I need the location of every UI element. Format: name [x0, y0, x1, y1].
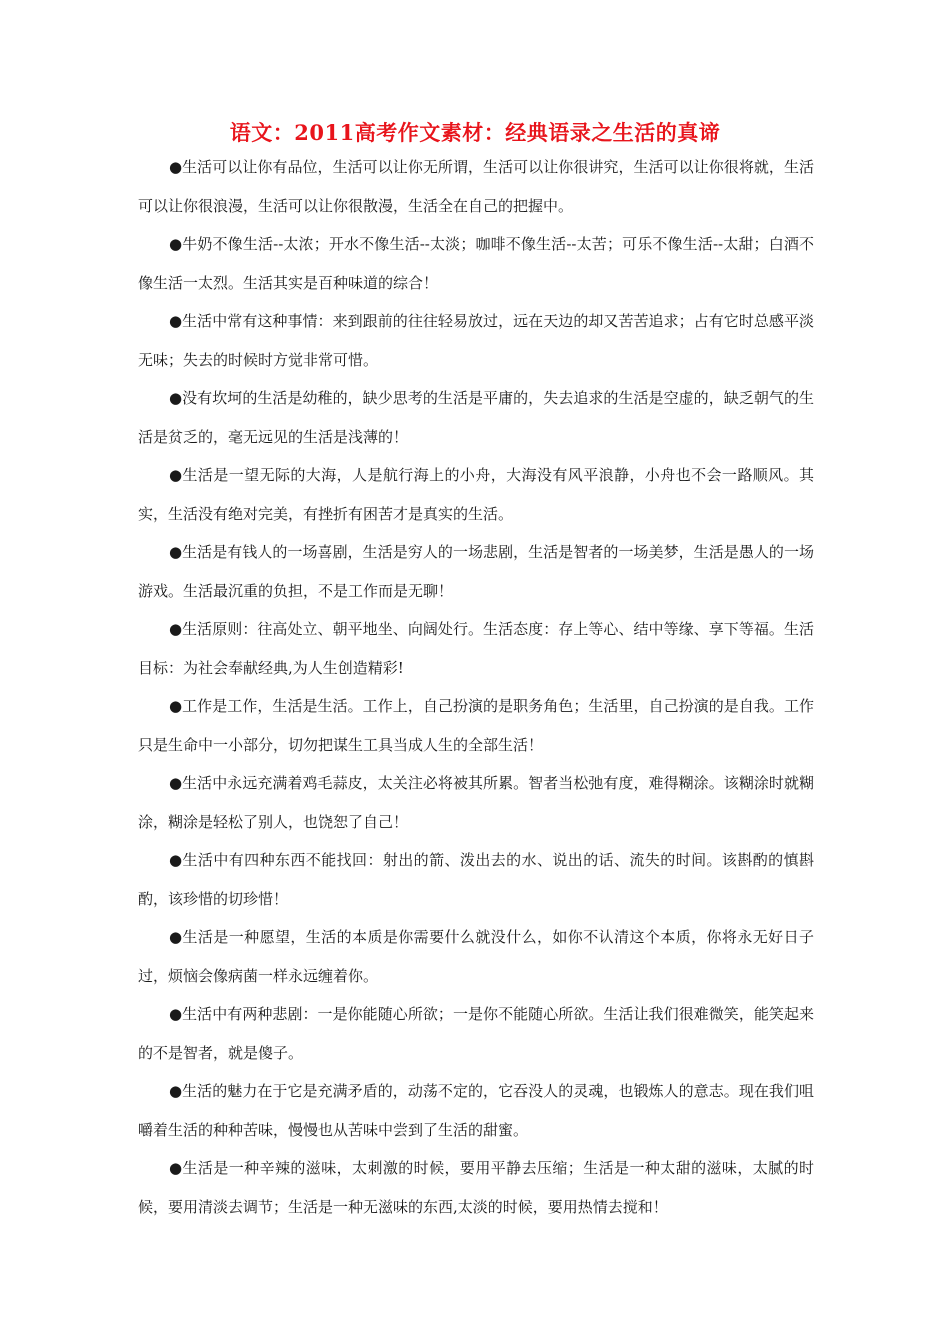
paragraph: ●生活中常有这种事情：来到跟前的往往轻易放过，远在天边的却又苦苦追求；占有它时总感平淡无味；失去的时候时方觉非常可惜。	[138, 312, 814, 369]
paragraph: ●生活是一望无际的大海，人是航行海上的小舟，大海没有风平浪静，小舟也不会一路顺风。其实，生活没有绝对完美，有挫折有困苦才是真实的生活。	[138, 466, 814, 523]
paragraph: ●生活可以让你有品位，生活可以让你无所谓，生活可以让你很讲究，生活可以让你很将就，生活可以让你很浪漫，生活可以让你很散漫，生活全在自己的把握中。	[138, 158, 814, 215]
paragraph: ●生活中有两种悲剧：一是你能随心所欲；一是你不能随心所欲。生活让我们很难微笑，能笑起来的不是智者，就是傻子。	[138, 1005, 814, 1062]
paragraph: ●生活是一种辛辣的滋味，太刺激的时候，要用平静去压缩；生活是一种太甜的滋味，太腻的时候，要用清淡去调节；生活是一种无滋味的东西,太淡的时候，要用热情去搅和！	[138, 1159, 814, 1216]
paragraph: ●生活中有四种东西不能找回：射出的箭、泼出去的水、说出的话、流失的时间。该斟酌的慎斟酌，该珍惜的切珍惜！	[138, 851, 814, 908]
paragraph: ●生活是有钱人的一场喜剧，生活是穷人的一场悲剧，生活是智者的一场美梦，生活是愚人的一场游戏。生活最沉重的负担，不是工作而是无聊！	[138, 543, 814, 600]
document-title: 语文：2011高考作文素材：经典语录之生活的真谛	[229, 120, 721, 145]
paragraph: ●牛奶不像生活--太浓；开水不像生活--太淡；咖啡不像生活--太苦；可乐不像生活--太甜；白酒不像生活一太烈。生活其实是百种味道的综合！	[138, 235, 814, 292]
paragraph: ●生活中永远充满着鸡毛蒜皮，太关注必将被其所累。智者当松弛有度，难得糊涂。该糊涂时就糊涂，糊涂是轻松了别人，也饶恕了自己！	[138, 774, 814, 831]
paragraph: ●生活原则：往高处立、朝平地坐、向阔处行。生活态度：存上等心、结中等缘、享下等福。生活目标：为社会奉献经典,为人生创造精彩!	[138, 620, 814, 677]
paragraph: ●工作是工作，生活是生活。工作上，自己扮演的是职务角色；生活里，自己扮演的是自我。工作只是生命中一小部分，切勿把谋生工具当成人生的全部生活！	[138, 697, 814, 754]
document-body	[138, 148, 814, 1226]
paragraph: ●没有坎坷的生活是幼稚的，缺少思考的生活是平庸的，失去追求的生活是空虚的，缺乏朝气的生活是贫乏的，毫无远见的生活是浅薄的！	[138, 389, 814, 446]
paragraph: ●生活是一种愿望，生活的本质是你需要什么就没什么，如你不认清这个本质，你将永无好日子过，烦恼会像病菌一样永远缠着你。	[138, 928, 814, 985]
paragraph: ●生活的魅力在于它是充满矛盾的，动荡不定的，它吞没人的灵魂，也锻炼人的意志。现在我们咀嚼着生活的种种苦味，慢慢也从苦味中尝到了生活的甜蜜。	[138, 1082, 814, 1139]
